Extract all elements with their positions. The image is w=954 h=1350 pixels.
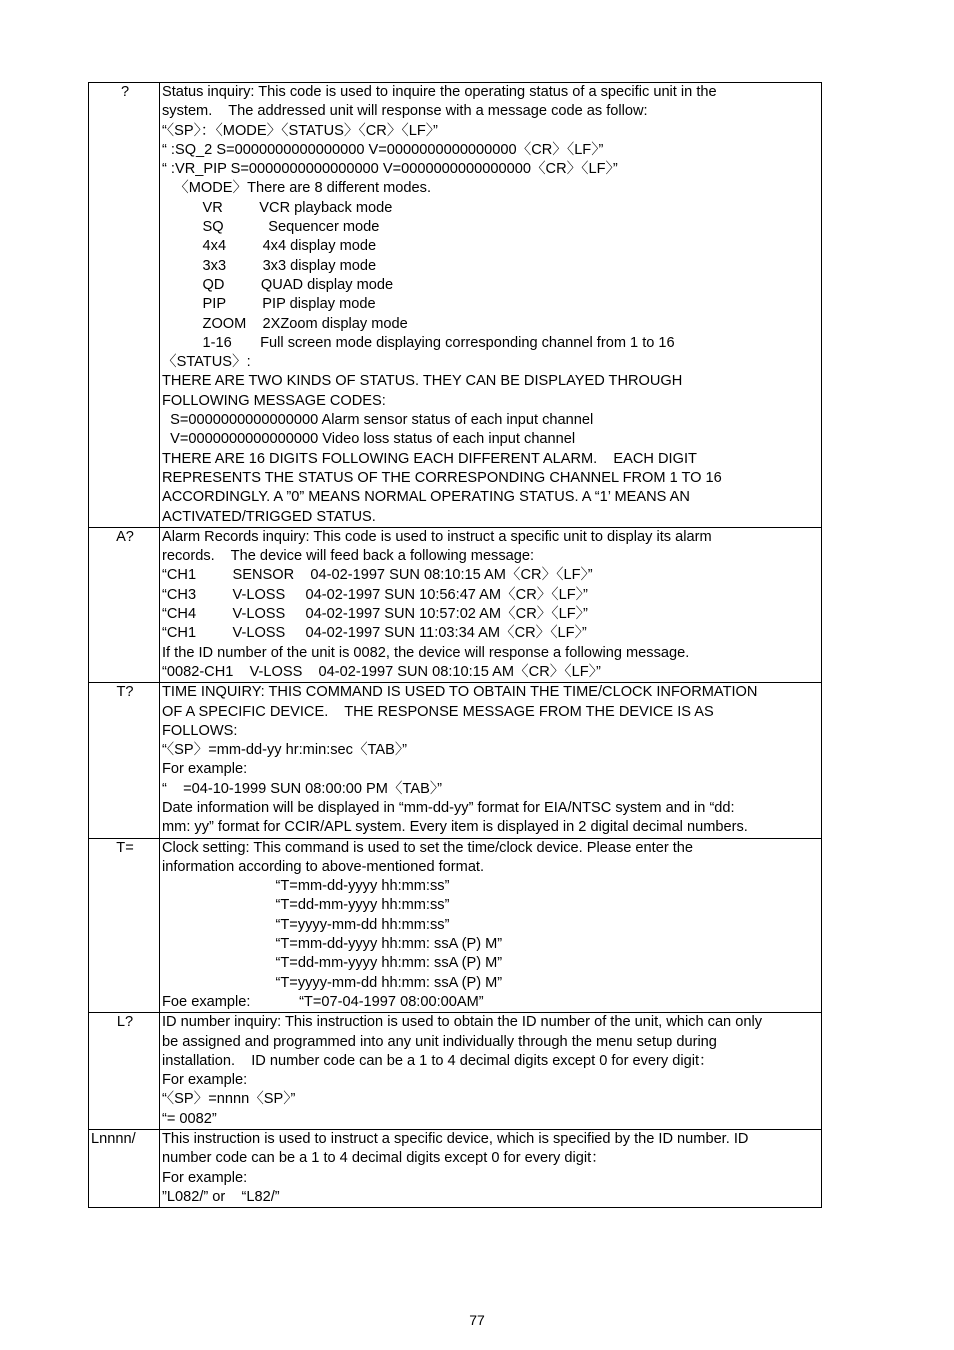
description-line: “〈SP〉=mm-dd-yy hr:min:sec〈TAB〉” [162, 742, 408, 759]
description-line: OF A SPECIFIC DEVICE. THE RESPONSE MESSAGE FROM THE DEVICE IS AS [162, 703, 714, 720]
description-line: ACCORDINGLY. A ”0” MEANS NORMAL OPERATING STATUS. A “1’ MEANS AN [162, 489, 690, 506]
description-line: system. The addressed unit will response with a message code as follow: [162, 103, 648, 120]
description-line: V=0000000000000000 Video loss status of each input channel [162, 431, 576, 448]
command-row [89, 527, 822, 682]
description-line: SQ Sequencer mode [162, 219, 380, 236]
command-code: L? [89, 1013, 160, 1130]
description-line: 3x3 3x3 display mode [162, 257, 377, 274]
description-line: Foe example: “T=07-04-1997 08:00:00AM” [162, 993, 484, 1010]
command-description [160, 683, 822, 838]
page-number: 77 [469, 1312, 485, 1328]
description-line: S=0000000000000000 Alarm sensor status of each input channel [162, 412, 594, 429]
command-code: T? [89, 683, 160, 838]
description-line: QD QUAD display mode [162, 276, 394, 293]
command-description [160, 527, 822, 682]
command-row [89, 838, 822, 1013]
description-line: “T=mm-dd-yyyy hh:mm: ssA (P) M” [162, 936, 503, 953]
description-line: “T=yyyy-mm-dd hh:mm:ss” [162, 916, 450, 933]
description-line: “〈SP〉=nnnn〈SP〉” [162, 1091, 296, 1108]
command-description [160, 1013, 822, 1130]
command-table-body [89, 83, 822, 1208]
description-line: VR VCR playback mode [162, 199, 393, 216]
description-line: 4x4 4x4 display mode [162, 238, 377, 255]
description-line: ZOOM 2XZoom display mode [162, 315, 408, 332]
command-row [89, 1013, 822, 1130]
description-line: “0082-CH1 V-LOSS 04-02-1997 SUN 08:10:15 AM〈CR〉〈LF〉” [162, 663, 601, 680]
description-line: records. The device will feed back a following message: [162, 548, 535, 565]
description-line: installation. ID number code can be a 1 to 4 decimal digits except 0 for every digit： [162, 1052, 714, 1069]
description-line: “= 0082” [162, 1110, 217, 1127]
description-line: This instruction is used to instruct a specific device, which is specified by the ID number. ID [162, 1131, 749, 1148]
description-line: “CH1 V-LOSS 04-02-1997 SUN 11:03:34 AM〈CR〉〈LF〉” [162, 625, 587, 642]
description-line: “T=dd-mm-yyyy hh:mm: ssA (P) M” [162, 955, 503, 972]
command-description [160, 1130, 822, 1208]
description-line: FOLLOWS: [162, 722, 238, 739]
description-line: “T=yyyy-mm-dd hh:mm: ssA (P) M” [162, 974, 503, 991]
description-line: THERE ARE TWO KINDS OF STATUS. THEY CAN BE DISPLAYED THROUGH [162, 373, 683, 390]
description-line: Clock setting: This command is used to set the time/clock device. Please enter the [162, 839, 694, 856]
description-line: information according to above-mentioned format. [162, 858, 485, 875]
description-line: number code can be a 1 to 4 decimal digits except 0 for every digit： [162, 1150, 606, 1167]
description-line: “ :VR_PIP S=0000000000000000 V=0000000000000000〈CR〉〈LF〉” [162, 161, 618, 178]
description-line: mm: yy” format for CCIR/APL system. Every item is displayed in 2 digital decimal numbers. [162, 819, 748, 836]
command-description [160, 838, 822, 1013]
description-line: “CH4 V-LOSS 04-02-1997 SUN 10:57:02 AM〈CR〉〈LF〉” [162, 606, 588, 623]
description-line: ACTIVATED/TRIGGED STATUS. [162, 508, 376, 525]
description-line: For example: [162, 1169, 248, 1186]
description-line: For example: [162, 1072, 248, 1089]
description-line: Alarm Records inquiry: This code is used to instruct a specific unit to display its alarm [162, 528, 712, 545]
command-code: ? [89, 83, 160, 528]
description-line: Date information will be displayed in “mm-dd-yy” format for EIA/NTSC system and in “dd: [162, 799, 735, 816]
description-line: 〈STATUS〉: [162, 354, 251, 371]
command-row [89, 83, 822, 528]
description-line: For example: [162, 761, 248, 778]
description-line: 1-16 Full screen mode displaying corresponding channel from 1 to 16 [162, 334, 675, 351]
command-row [89, 683, 822, 838]
description-line: THERE ARE 16 DIGITS FOLLOWING EACH DIFFERENT ALARM. EACH DIGIT [162, 450, 697, 467]
description-line: FOLLOWING MESSAGE CODES: [162, 392, 386, 409]
description-line: TIME INQUIRY: THIS COMMAND IS USED TO OBTAIN THE TIME/CLOCK INFORMATION [162, 684, 758, 701]
description-line: PIP PIP display mode [162, 296, 376, 313]
description-line: “T=dd-mm-yyyy hh:mm:ss” [162, 897, 450, 914]
description-line: “ =04-10-1999 SUN 08:00:00 PM〈TAB〉” [162, 780, 442, 797]
command-row [89, 1130, 822, 1208]
description-line: “CH3 V-LOSS 04-02-1997 SUN 10:56:47 AM〈CR〉〈LF〉” [162, 586, 588, 603]
description-line: “CH1 SENSOR 04-02-1997 SUN 08:10:15 AM〈CR〉〈LF〉” [162, 567, 593, 584]
description-line: REPRESENTS THE STATUS OF THE CORRESPONDING CHANNEL FROM 1 TO 16 [162, 469, 722, 486]
command-code: T= [89, 838, 160, 1013]
command-description [160, 83, 822, 528]
description-line: Status inquiry: This code is used to inquire the operating status of a specific unit in the [162, 84, 717, 100]
description-line: If the ID number of the unit is 0082, the device will response a following message. [162, 644, 690, 661]
description-line: “ :SQ_2 S=0000000000000000 V=0000000000000000〈CR〉〈LF〉” [162, 141, 604, 158]
command-table [88, 82, 822, 1208]
description-line: 〈MODE〉There are 8 different modes. [162, 180, 432, 197]
description-line: ID number inquiry: This instruction is used to obtain the ID number of the unit, which can only [162, 1014, 763, 1031]
description-line: ”L082/” or “L82/” [162, 1188, 280, 1205]
command-code: A? [89, 527, 160, 682]
command-code: Lnnnn/ [89, 1130, 160, 1208]
description-line: “T=mm-dd-yyyy hh:mm:ss” [162, 878, 450, 895]
description-line: be assigned and programmed into any unit individually through the menu setup during [162, 1033, 717, 1050]
description-line: “〈SP〉：〈MODE〉〈STATUS〉〈CR〉〈LF〉” [162, 122, 438, 139]
